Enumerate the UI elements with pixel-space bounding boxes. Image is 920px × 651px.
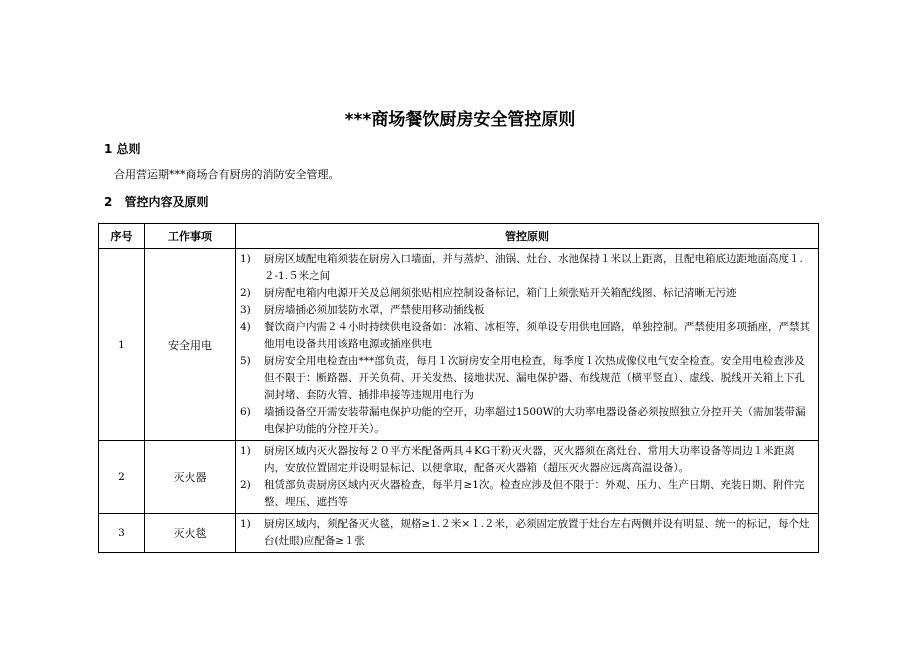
rule-item: 6) 墙插设备空开需安装带漏电保护功能的空开，功率超过1500W的大功率电器设备必须按照独立分控开关（需加装带漏电保护功能的分控开关）。 xyxy=(240,406,806,435)
row-number: 1 xyxy=(99,249,145,441)
row-item: 安全用电 xyxy=(145,249,236,441)
rule-item: 5) 厨房安全用电检查由***部负责，每月１次厨房安全用电检查，每季度１次热成像仪电气安全检查。安全用电检查涉及但不限于：断路器、开关负荷、开关发热、接地状况、漏电保护器、布线规范（横平竖直）、虚线、脱线开关箱上下孔洞封堵、套防火管、插排串接等违规用电行为 xyxy=(240,355,805,401)
table-row xyxy=(99,514,819,553)
header-seq: 序号 xyxy=(99,224,145,249)
header-item: 工作事项 xyxy=(145,224,236,249)
row-number: 2 xyxy=(99,441,145,514)
row-rules xyxy=(236,514,819,553)
rule-item: 1) 厨房区域配电箱须装在厨房入口墙面，并与蒸炉、油锅、灶台、水池保持１米以上距离，且配电箱底边距地面高度１.２-1.５米之间 xyxy=(240,253,803,282)
row-item: 灭火毯 xyxy=(145,514,236,553)
rule-item: 1) 厨房区域内，须配备灭火毯，规格≥1.２米×１.２米，必须固定放置于灶台左右两侧并设有明显、统一的标记，每个灶台(灶眼)应配备≥１张 xyxy=(240,518,810,547)
table-row xyxy=(99,441,819,514)
rules-table xyxy=(98,223,819,553)
header-rules: 管控原则 xyxy=(236,224,819,249)
row-rules xyxy=(236,249,819,441)
row-number: 3 xyxy=(99,514,145,553)
section-2-heading: 2 管控内容及原则 xyxy=(104,195,209,209)
row-rules xyxy=(236,441,819,514)
rule-item: 4) 餐饮商户内需２４小时持续供电设备如：冰箱、冰柜等，须单设专用供电回路，单独控制。严禁使用多项插座，严禁其他用电设备共用该路电源或插座供电 xyxy=(240,321,810,350)
rule-item: 2) 租赁部负责厨房区域内灭火器检查，每半月≥1次。检查应涉及但不限于：外观、压力、生产日期、充装日期、附件完整、埋压、遮挡等 xyxy=(240,479,805,508)
section-1-heading: 1 总则 xyxy=(104,142,141,156)
document-title: ***商场餐饮厨房安全管控原则 xyxy=(344,110,576,130)
table-header-row xyxy=(99,224,819,249)
row-item: 灭火器 xyxy=(145,441,236,514)
rule-item: 1) 厨房区域内灭火器按每２０平方米配备两具４KG干粉灭火器，灭火器须在离灶台、常用大功率设备等周边１米距离内，安放位置固定并设明显标记、以便拿取，配备灭火器箱（超压灭火器应远离高温设备）。 xyxy=(240,445,795,474)
table-row xyxy=(99,249,819,441)
section-1-text: 合用营运期***商场合有厨房的消防安全管理。 xyxy=(114,168,340,181)
rule-item: 3) 厨房墙插必须加装防水罩，严禁使用移动插线板 xyxy=(240,304,485,316)
rule-item: 2) 厨房配电箱内电源开关及总闸须张贴相应控制设备标记，箱门上须张贴开关箱配线图、标记清晰无污迹 xyxy=(240,287,737,299)
